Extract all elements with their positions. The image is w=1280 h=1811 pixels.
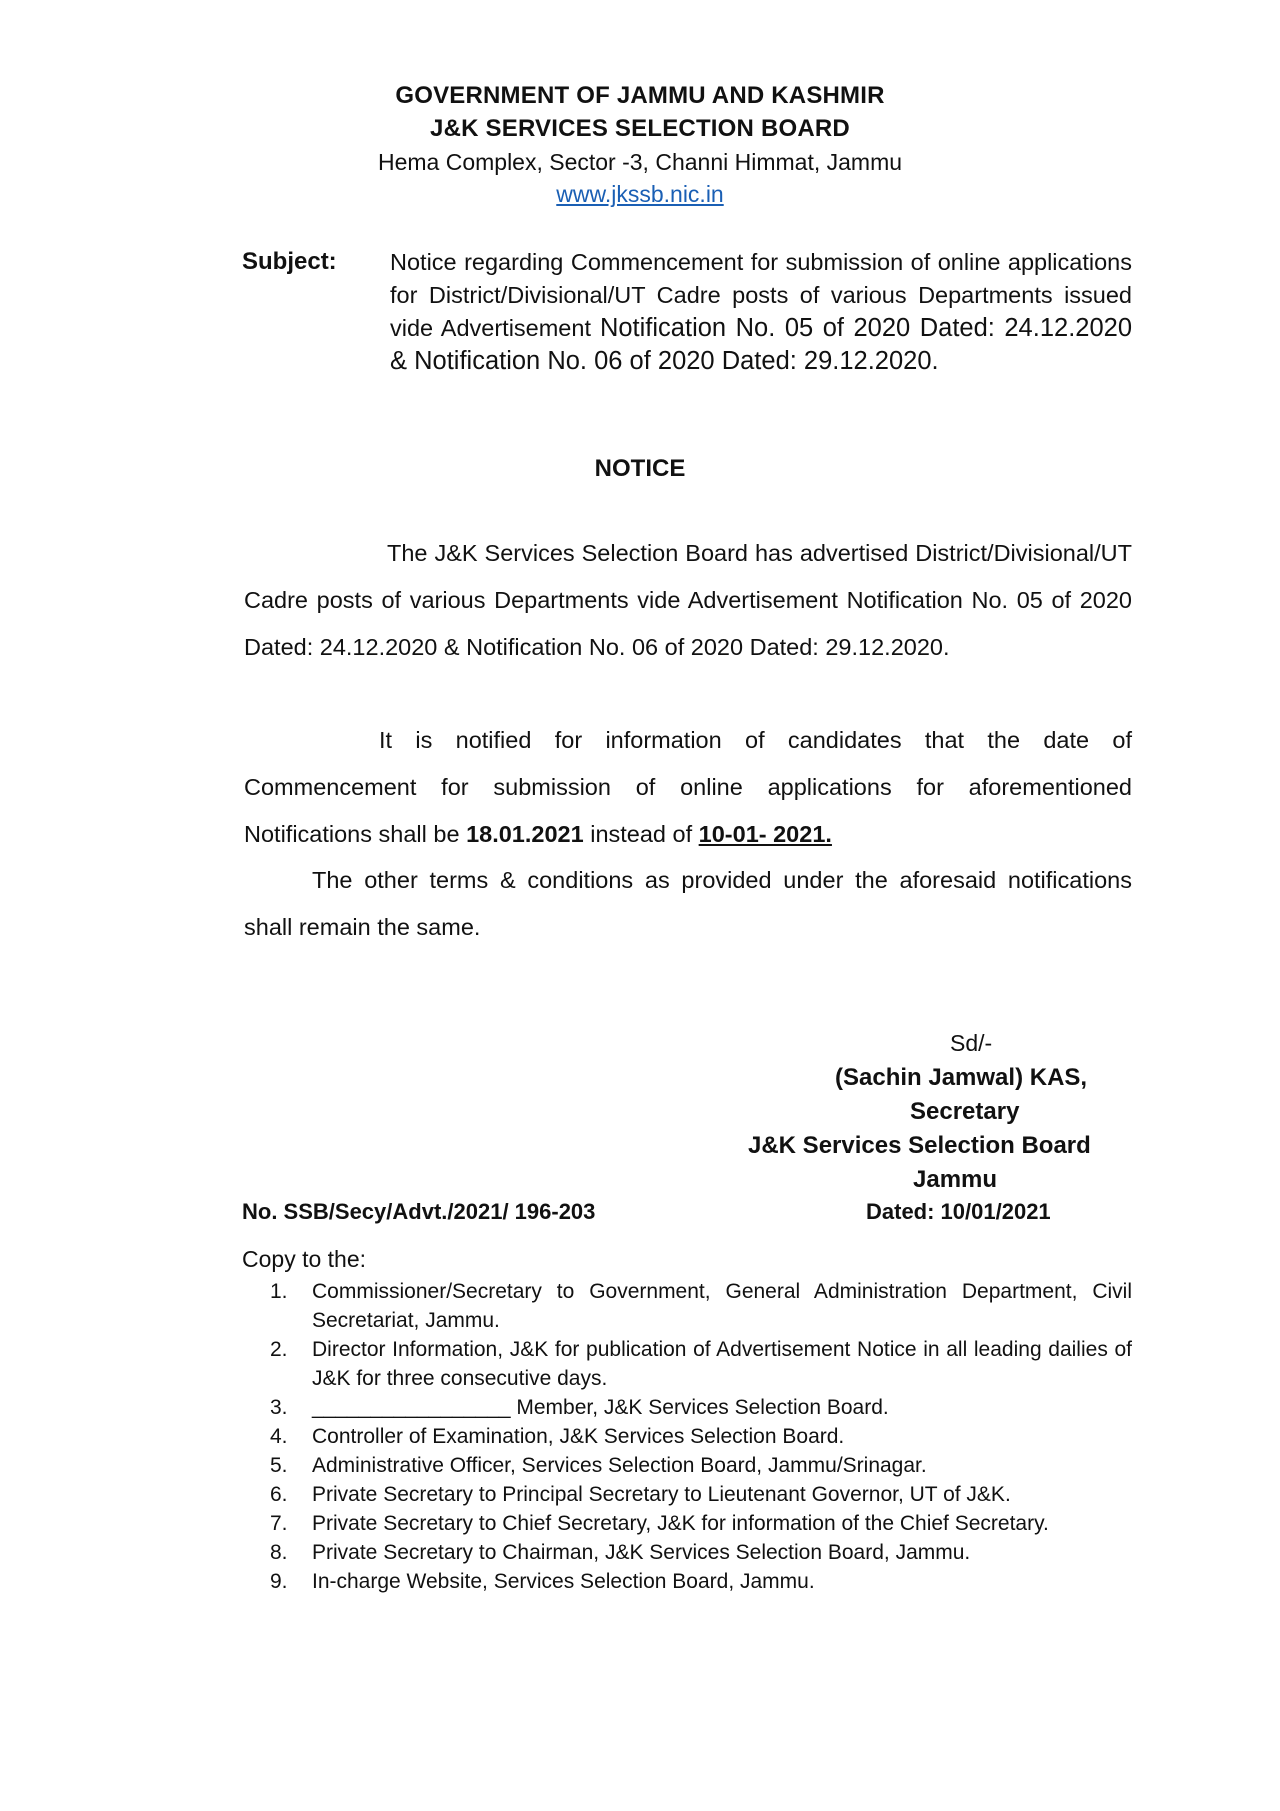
reference-date: Dated: 10/01/2021: [866, 1199, 1051, 1224]
new-commencement-date: 18.01.2021: [466, 821, 584, 847]
copy-to-list: [270, 1277, 1132, 1596]
item-text: Private Secretary to Principal Secretary to Lieutenant Governor, UT of J&K.: [312, 1483, 1011, 1506]
copy-to-item: [270, 1480, 1132, 1509]
copy-to-heading: Copy to the:: [242, 1246, 367, 1272]
copy-to-item: [270, 1538, 1132, 1567]
item-text: Commissioner/Secretary to Government, General Administration Department, Civil Secretariat, Jammu.: [312, 1280, 1132, 1332]
header-government: GOVERNMENT OF JAMMU AND KASHMIR: [395, 82, 885, 109]
body-paragraph-2: [244, 717, 1132, 858]
item-text: Administrative Officer, Services Selection Board, Jammu/Srinagar.: [312, 1454, 927, 1477]
copy-to-item: [270, 1277, 1132, 1335]
subject-label: Subject:: [242, 248, 337, 275]
body-paragraph-3: The other terms & conditions as provided under the aforesaid notifications shall remain the same.: [244, 867, 1132, 940]
copy-to-item: [270, 1335, 1132, 1393]
website-link[interactable]: www.jkssb.nic.in: [556, 181, 724, 207]
signature-organisation: J&K Services Selection Board: [748, 1132, 1091, 1159]
item-number: 1.: [270, 1280, 288, 1303]
header-address: Hema Complex, Sector -3, Channi Himmat, Jammu: [377, 149, 903, 175]
item-number: 9.: [270, 1570, 288, 1593]
item-text: Private Secretary to Chairman, J&K Services Selection Board, Jammu.: [312, 1541, 971, 1564]
item-text: Director Information, J&K for publication of Advertisement Notice in all leading dailies of J&K for three consecutive days.: [312, 1338, 1132, 1390]
signature-sd: Sd/-: [950, 1030, 993, 1056]
item-number: 5.: [270, 1454, 288, 1477]
signature-name: (Sachin Jamwal) KAS,: [835, 1064, 1088, 1091]
item-text: In-charge Website, Services Selection Board, Jammu.: [312, 1570, 815, 1593]
subject-text-a: Notice regarding Commencement for submission of online applications for District/Divisional/UT Cadre posts of various Departments issued vide Advertisement: [390, 249, 1132, 341]
item-number: 7.: [270, 1512, 288, 1535]
header-website-row: [0, 181, 1280, 208]
item-number: 3.: [270, 1396, 288, 1419]
signature-place: Jammu: [913, 1166, 998, 1193]
reference-number: No. SSB/Secy/Advt./2021/ 196-203: [242, 1199, 596, 1224]
old-commencement-date: 10-01- 2021.: [698, 821, 832, 847]
subject-text-b: Notification No. 05 of 2020 Dated: 24.12.2020 & Notification No. 06 of 2020 Dated: 29.12.2020.: [390, 314, 1133, 375]
para2-text-a: It is notified for information of candidates that the date of Commencement for submission of online applications for aforementioned Notifications shall be: [244, 727, 1132, 847]
subject-text: [390, 246, 1132, 378]
body-paragraph-1: The J&K Services Selection Board has advertised District/Divisional/UT Cadre posts of various Departments vide Advertisement Notification No. 05 of 2020 Dated: 24.12.2020 & Notification No. 06 of 2020 Dated: 29.12.2020.: [244, 540, 1132, 660]
copy-to-item: [270, 1509, 1132, 1538]
copy-to-item: [270, 1393, 1132, 1422]
copy-to-item: [270, 1451, 1132, 1480]
header-board: J&K SERVICES SELECTION BOARD: [430, 115, 850, 142]
notice-title: NOTICE: [594, 455, 686, 482]
item-text: Private Secretary to Chief Secretary, J&K for information of the Chief Secretary.: [312, 1512, 1049, 1535]
item-number: 6.: [270, 1483, 288, 1506]
copy-to-item: [270, 1567, 1132, 1596]
item-number: 8.: [270, 1541, 288, 1564]
item-number: 4.: [270, 1425, 288, 1448]
copy-to-item: [270, 1422, 1132, 1451]
item-text: _________________ Member, J&K Services Selection Board.: [312, 1396, 889, 1419]
item-text: Controller of Examination, J&K Services Selection Board.: [312, 1425, 845, 1448]
item-number: 2.: [270, 1338, 288, 1361]
signature-designation: Secretary: [910, 1098, 1020, 1125]
para2-text-b: instead of: [583, 821, 699, 847]
